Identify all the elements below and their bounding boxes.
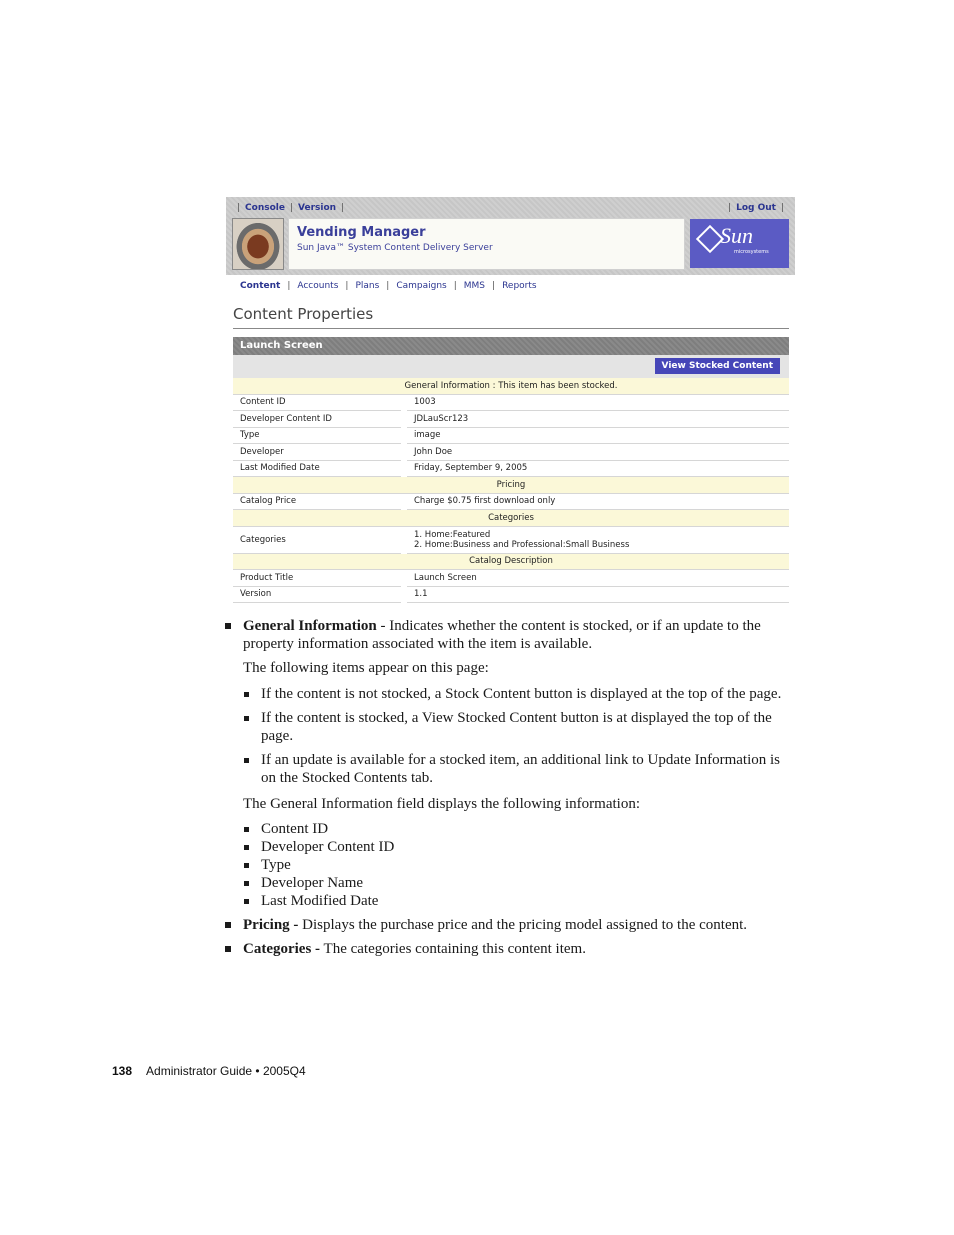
bullet-square-icon (225, 922, 231, 928)
tab-content[interactable]: Content (240, 281, 281, 291)
tab-reports[interactable]: Reports (502, 281, 537, 291)
table-section-header: Catalog Description (233, 554, 789, 571)
tab-mms[interactable]: MMS (463, 281, 486, 291)
list-item: Developer Name (224, 874, 792, 892)
bullet-categories: Categories - The categories containing this content item. (224, 940, 792, 958)
table-section-header: General Information : This item has been stocked. (233, 378, 789, 395)
list-item: Last Modified Date (224, 892, 792, 910)
utility-links-right: | Log Out | (728, 203, 784, 213)
table-section-header: Categories (233, 510, 789, 527)
console-link[interactable]: Console (245, 203, 285, 213)
bullet-square-icon (244, 863, 249, 868)
bullet-square-icon (244, 827, 249, 832)
table-row: Catalog Price Charge $0.75 first download only (233, 494, 789, 511)
page-number: 138 (112, 1064, 133, 1078)
table-row: Content ID 1003 (233, 395, 789, 412)
bullet-square-icon (244, 899, 249, 904)
bullet-square-icon (244, 758, 249, 763)
paragraph-field-info: The General Information field displays the following information: (243, 796, 640, 812)
tab-accounts[interactable]: Accounts (297, 281, 339, 291)
section-header (233, 337, 789, 355)
view-stocked-content-button[interactable]: View Stocked Content (655, 358, 780, 374)
app-banner (288, 218, 685, 270)
screenshot-figure (226, 197, 795, 607)
table-row: Developer John Doe (233, 444, 789, 461)
bullet-square-icon (225, 946, 231, 952)
table-row: Version 1.1 (233, 587, 789, 604)
properties-table (233, 378, 789, 603)
bullet-square-icon (244, 845, 249, 850)
logout-link[interactable]: Log Out (736, 203, 776, 213)
table-row: Categories 1. Home:Featured 2. Home:Business and Professional:Small Business (233, 527, 789, 554)
tab-campaigns[interactable]: Campaigns (396, 281, 447, 291)
list-item: Developer Content ID (224, 838, 792, 856)
tab-plans[interactable]: Plans (355, 281, 380, 291)
table-row: Developer Content ID JDLauScr123 (233, 411, 789, 428)
list-item: If an update is available for a stocked item, an additional link to Update Information is on the Stocked Contents tab. (224, 751, 792, 787)
header-photo (232, 218, 284, 270)
list-item: Content ID (224, 820, 792, 838)
bullet-general-information: General Information - Indicates whether the content is stocked, or if an update to the property information associated with the item is available. (224, 617, 792, 653)
bullet-square-icon (244, 692, 249, 697)
header-strip (226, 197, 795, 275)
page-footer (112, 1064, 306, 1078)
bullet-square-icon (225, 623, 231, 629)
list-item: If the content is stocked, a View Stocked Content button is at displayed the top of the page. (224, 709, 792, 745)
sun-logo (690, 219, 789, 268)
table-section-header: Pricing (233, 477, 789, 494)
app-subtitle: Sun Java™ System Content Delivery Server (297, 243, 493, 253)
list-item: If the content is not stocked, a Stock Content button is displayed at the top of the page. (224, 685, 792, 703)
bullet-square-icon (244, 881, 249, 886)
utility-links-left: | Console | Version | (237, 203, 345, 213)
footer-text: Administrator Guide • 2005Q4 (146, 1064, 306, 1078)
sun-logo-text: Sun (720, 223, 753, 248)
table-row: Last Modified Date Friday, September 9, 2005 (233, 461, 789, 478)
bullet-square-icon (244, 716, 249, 721)
table-row: Type image (233, 428, 789, 445)
document-body (224, 617, 792, 964)
sun-logo-subtext: microsystems (734, 249, 769, 255)
version-link[interactable]: Version (298, 203, 337, 213)
table-row: Product Title Launch Screen (233, 570, 789, 587)
page-title: Content Properties (233, 305, 789, 329)
main-nav: Content | Accounts | Plans | Campaigns | MMS | Reports (240, 281, 537, 291)
bullet-pricing: Pricing - Displays the purchase price and the pricing model assigned to the content. (224, 916, 792, 934)
paragraph-following-items: The following items appear on this page: (243, 660, 489, 676)
app-title: Vending Manager (297, 225, 426, 240)
section-title: Launch Screen (240, 340, 323, 351)
list-item: Type (224, 856, 792, 874)
button-row (233, 355, 789, 378)
